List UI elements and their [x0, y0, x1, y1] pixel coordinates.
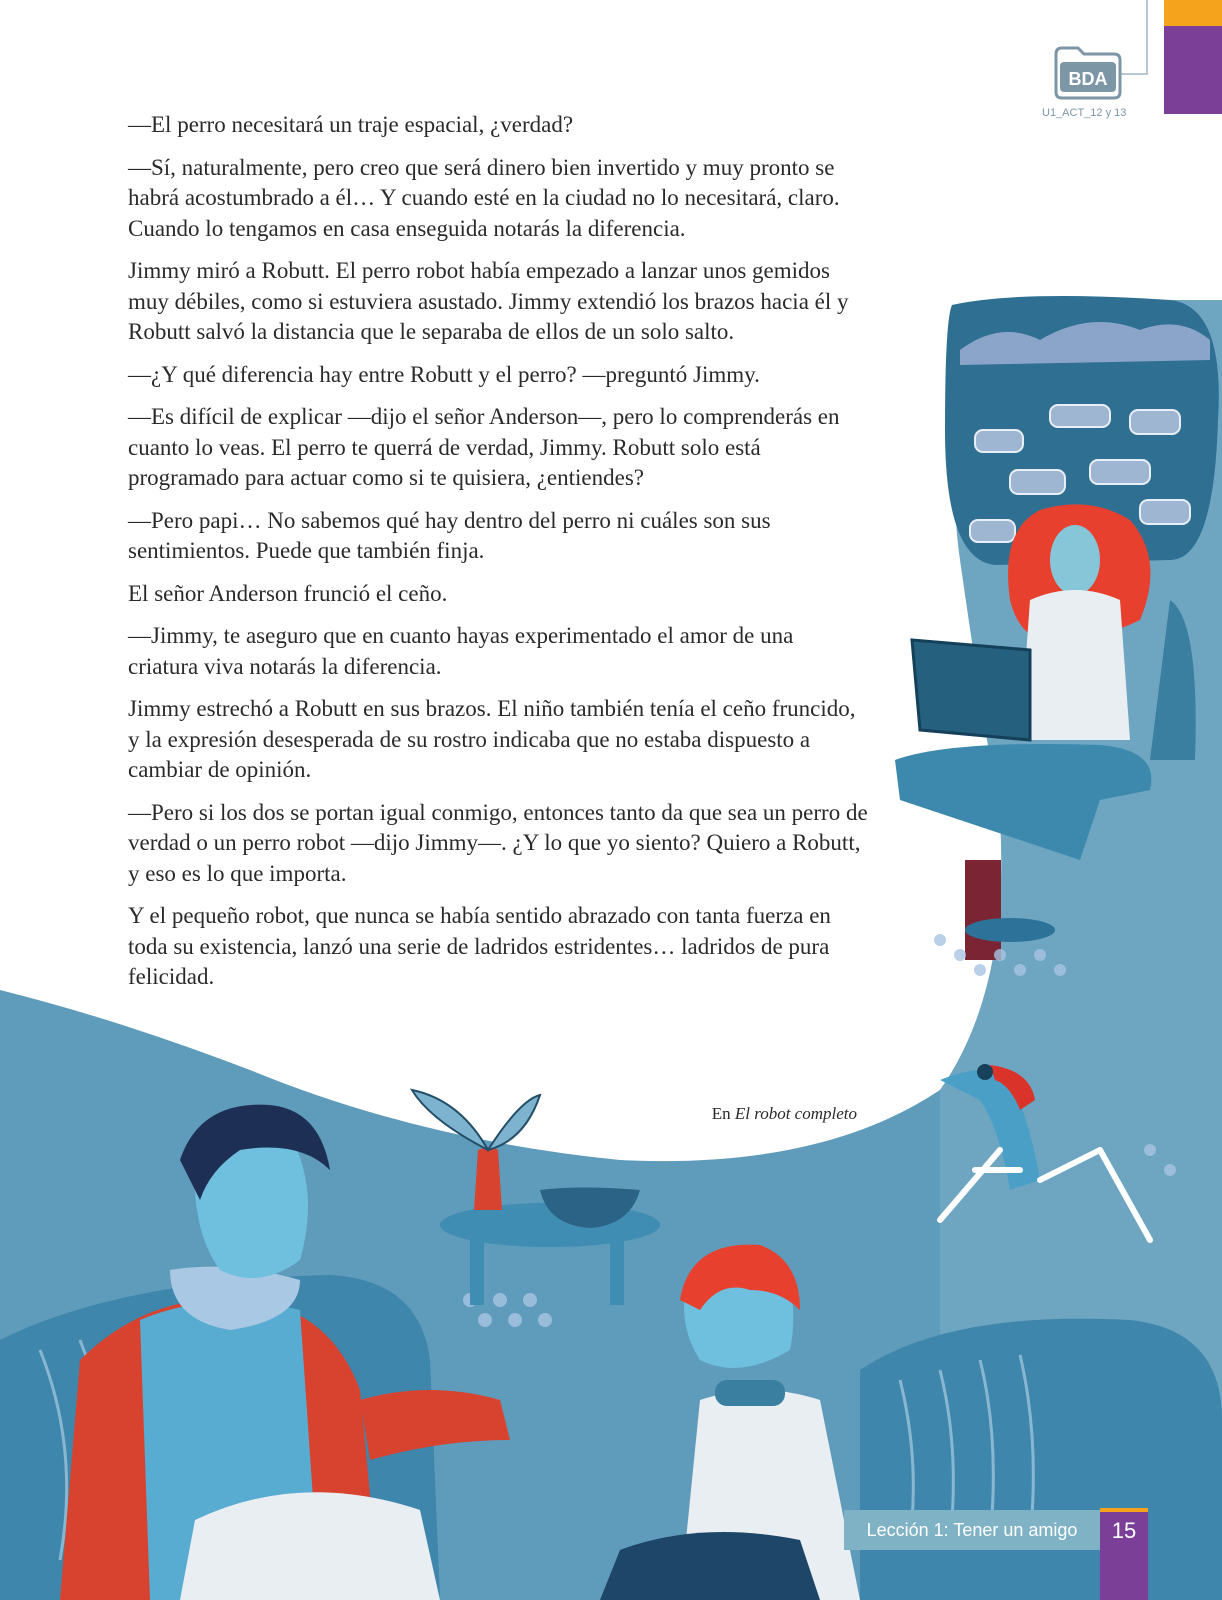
story-text	[128, 110, 868, 1005]
lesson-label: Lección 1: Tener un amigo	[844, 1510, 1100, 1550]
story-paragraph: —Pero papi… No sabemos qué hay dentro del perro ni cuáles son sus sentimientos. Puede que también finja.	[128, 507, 771, 563]
citation-title: El robot completo	[734, 1104, 857, 1123]
activity-code: U1_ACT_12 y 13	[1042, 107, 1127, 119]
citation-prefix: En	[711, 1104, 731, 1123]
source-citation	[712, 1104, 857, 1124]
page-number: 15	[1100, 1508, 1148, 1600]
story-paragraph: Jimmy miró a Robutt. El perro robot había empezado a lanzar unos gemidos muy débiles, como si estuviera asustado. Jimmy extendió los brazos hacia él y Robutt salvó la distancia que le separaba de ellos de un solo salto.	[128, 258, 849, 344]
story-paragraph: —Es difícil de explicar —dijo el señor Anderson—, pero lo comprenderás en cuanto lo veas. El perro te querrá de verdad, Jimmy. Robutt solo está programado para actuar como si te quisiera, ¿entiendes?	[128, 404, 840, 490]
story-paragraph: —Sí, naturalmente, pero creo que será dinero bien invertido y muy pronto se habrá acostumbrado a él… Y cuando esté en la ciudad no lo necesitará, claro. Cuando lo tengamos en casa enseguida notarás la diferencia.	[128, 154, 840, 241]
story-paragraph: —El perro necesitará un traje espacial, ¿verdad?	[128, 112, 574, 137]
story-paragraph: —Pero si los dos se portan igual conmigo, entonces tanto da que sea un perro de verdad o un perro robot —dijo Jimmy—. ¿Y lo que yo siento? Quiero a Robutt, y eso es lo que importa.	[128, 799, 868, 886]
armchair-right	[860, 1319, 1222, 1600]
computer-monitor	[912, 640, 1030, 740]
chair-base	[965, 918, 1055, 942]
table-leg	[610, 1235, 624, 1305]
story-paragraph: Jimmy estrechó a Robutt en sus brazos. El niño también tenía el ceño fruncido, y la expresión desesperada de su rostro indicaba que no estaba dispuesto a cambiar de opinión.	[128, 696, 856, 782]
story-paragraph: El señor Anderson frunció el ceño.	[128, 580, 448, 606]
story-paragraph: —¿Y qué diferencia hay entre Robutt y el perro? —preguntó Jimmy.	[128, 361, 760, 387]
bda-badge-label: BDA	[1068, 69, 1108, 89]
story-paragraph: —Jimmy, te aseguro que en cuanto hayas experimentado el amor de una criatura viva notarás la diferencia.	[128, 623, 794, 679]
story-paragraph: Y el pequeño robot, que nunca se había sentido abrazado con tanta fuerza en toda su existencia, lanzó una serie de ladridos estridentes… ladridos de pura felicidad.	[128, 903, 831, 989]
vase	[474, 1148, 502, 1211]
table-leg	[470, 1235, 484, 1305]
